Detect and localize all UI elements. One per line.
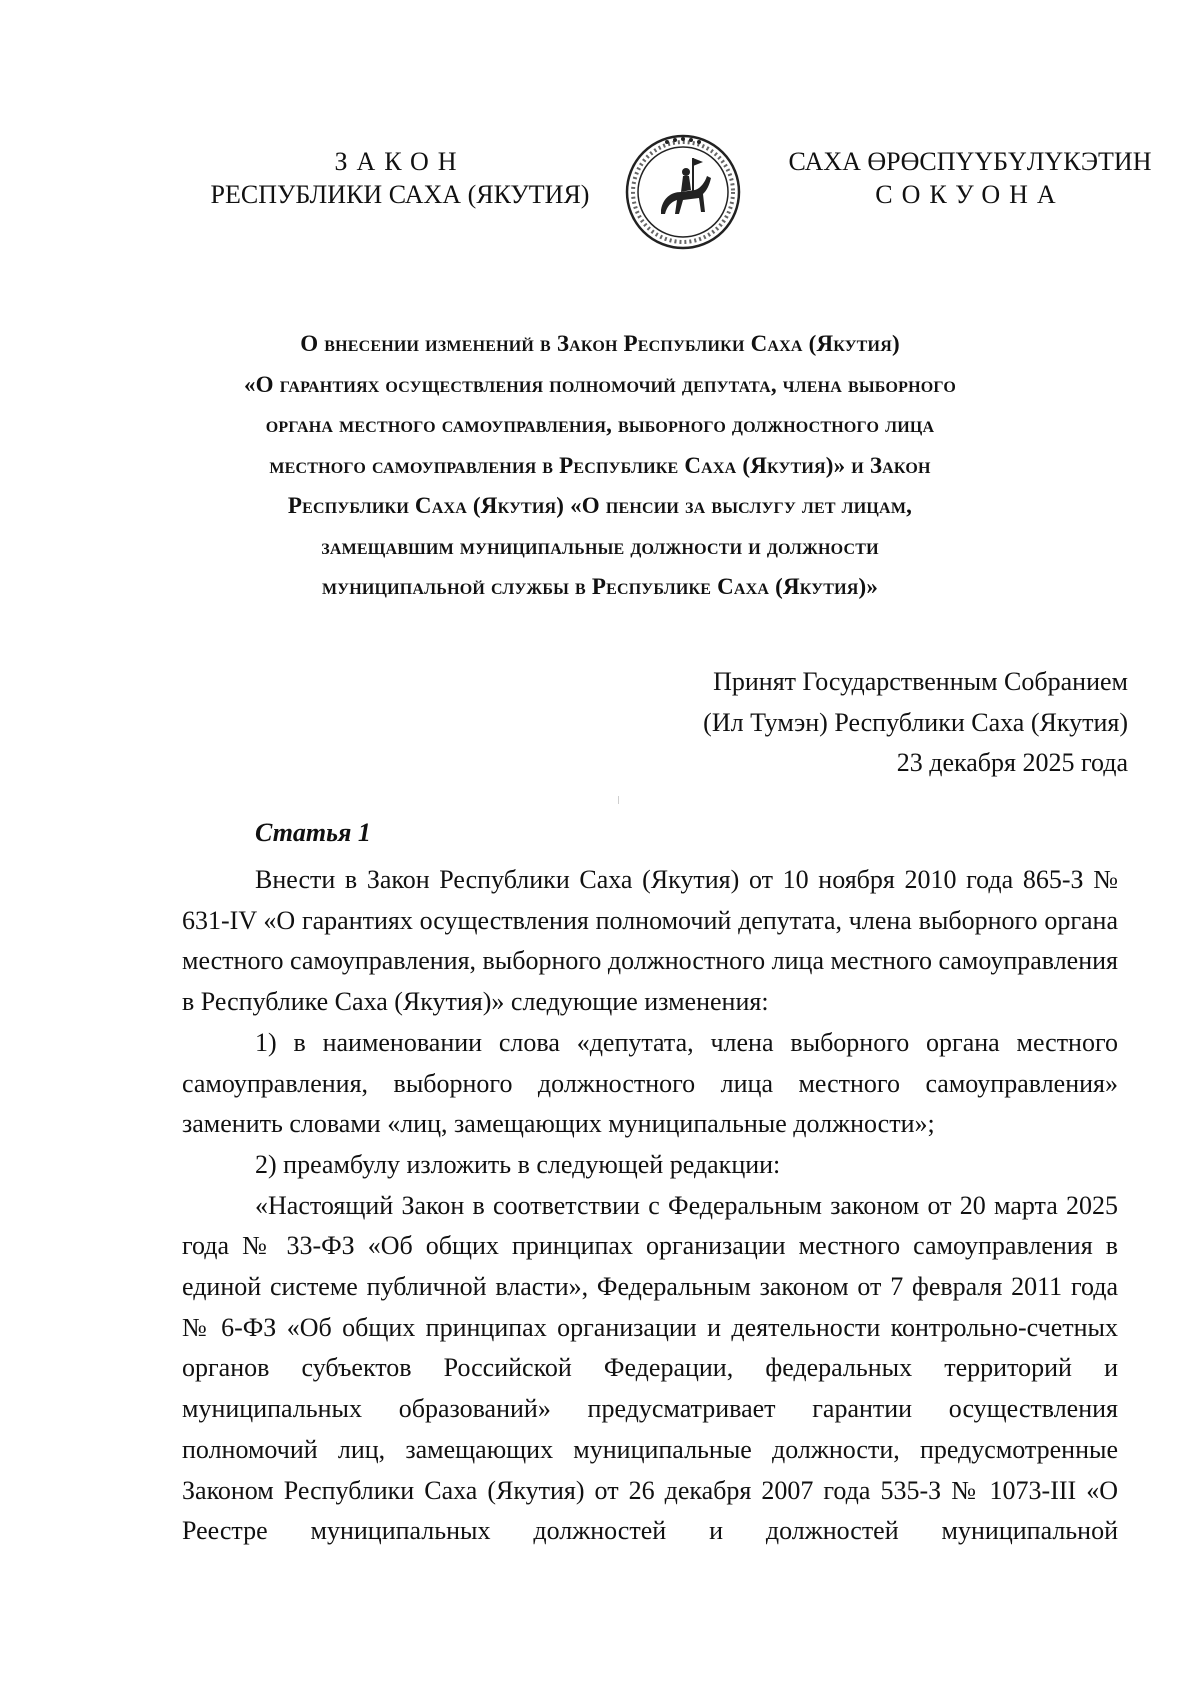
- title-line: О внесении изменений в Закон Республики Саха (Якутия): [300, 331, 900, 356]
- law-title: [180, 324, 1020, 608]
- header-left-block: [210, 145, 590, 211]
- adoption-line: (Ил Тумэн) Республики Саха (Якутия): [703, 707, 1128, 737]
- article-paragraph: 2) преамбулу изложить в следующей редакции:: [255, 1149, 781, 1179]
- title-line: местного самоуправления в Республике Саха (Якутия)» и Закон: [269, 452, 931, 478]
- header-right-block: [775, 145, 1165, 211]
- header-law-title-sakha: СОКУОНА: [875, 180, 1065, 209]
- header-law-title: ЗАКОН: [334, 147, 466, 176]
- title-line: муниципальной службы в Республике Саха (Якутия)»: [321, 574, 879, 599]
- adoption-block: [703, 662, 1128, 784]
- coat-of-arms-emblem-icon: [623, 132, 743, 252]
- title-line: «О гарантиях осуществления полномочий депутата, члена выборного: [243, 371, 956, 397]
- scan-artifact: [618, 796, 619, 804]
- article-paragraph: «Настоящий Закон в соответствии с Федеральным законом от 20 марта 2025 года № 33-ФЗ «Об общих принципах организации местного самоуправления в единой системе публичной власти», Федеральным законом от 7 февраля 2011 года № 6-ФЗ «Об общих принципах организации и деятельности контрольно-счетных органов субъектов Российской Федерации, федеральных территорий и муниципальных образований» предусматривает гарантии осуществления полномочий лиц, замещающих муниципальные должности, предусмотренные Законом Республики Саха (Якутия) от 26 декабря 2007 года 535-З № 1073-III «О Реестре муниципальных должностей и должностей муниципальной: [182, 1190, 1118, 1546]
- title-line: Республики Саха (Якутия) «О пенсии за выслугу лет лицам,: [287, 493, 913, 518]
- title-line: замещавшим муниципальные должности и должности: [321, 533, 879, 559]
- adoption-line: Принят Государственным Собранием: [713, 667, 1128, 696]
- article-paragraph: 1) в наименовании слова «депутата, члена выборного органа местного самоуправления, выборного должностного лица местного самоуправления» заменить словами «лиц, замещающих муниципальные должности»;: [182, 1027, 1118, 1139]
- header-republic-name: РЕСПУБЛИКИ САХА (ЯКУТИЯ): [210, 180, 590, 209]
- article-body: [182, 860, 1118, 1552]
- article-paragraph: Внести в Закон Республики Саха (Якутия) от 10 ноября 2010 года 865-З № 631-IV «О гарантиях осуществления полномочий депутата, члена выборного органа местного самоуправления, выборного должностного лица местного самоуправления в Республике Саха (Якутия)» следующие изменения:: [182, 865, 1119, 1017]
- article-heading: Статья 1: [255, 818, 371, 847]
- title-line: органа местного самоуправления, выборного должностного лица: [265, 412, 935, 437]
- adoption-date: 23 декабря 2025 года: [896, 748, 1128, 777]
- header-republic-name-sakha: САХА ӨРӨСПҮҮБҮЛҮКЭТИН: [788, 147, 1152, 176]
